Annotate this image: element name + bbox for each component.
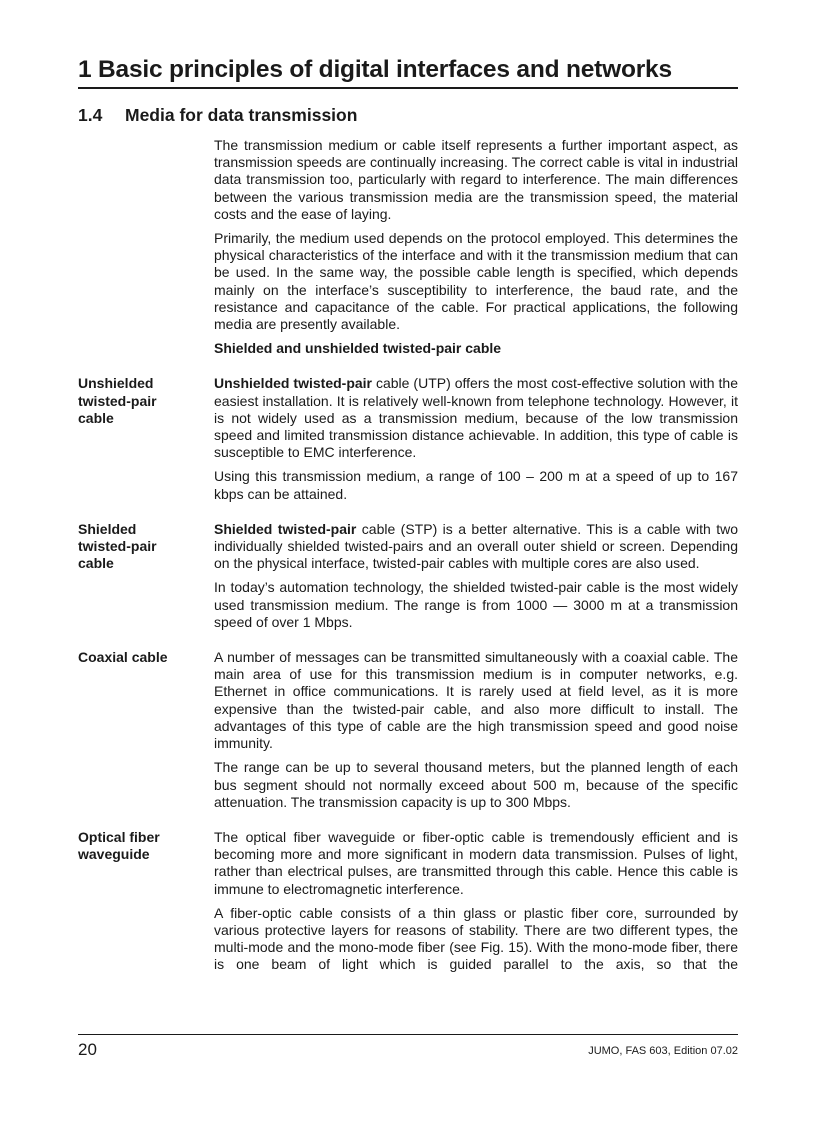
stp-range-paragraph: In today’s automation technology, the shielded twisted-pair cable is the most widely used transmission medium. The range is from 1000 — 3000 m at a transmission speed of over 1 Mbps.: [214, 579, 738, 630]
section-optical-fiber: [78, 829, 738, 981]
section-number: 1.4: [78, 105, 103, 125]
margin-label-optical-fiber: Optical fiber waveguide: [78, 828, 160, 863]
chapter-title: 1 Basic principles of digital interfaces and networks: [78, 56, 672, 83]
chapter-title-rule: [78, 87, 738, 89]
publication-info: JUMO, FAS 603, Edition 07.02: [588, 1045, 738, 1057]
utp-paragraph: Unshielded twisted-pair cable (UTP) offers the most cost-effective solution with the easiest installation. It is relatively well-known from telephone technology. However, it is not widely used as a transmission medium, because of the low transmission speed and limited transmission distance achievable. In addition, this type of cable is susceptible to EMC interference.: [214, 375, 738, 461]
margin-label-coaxial: Coaxial cable: [78, 649, 168, 666]
fiber-structure-paragraph: A fiber-optic cable consists of a thin glass or plastic fiber core, surrounded by various protective layers for reasons of stability. There are two different types, the multi-mode and the mono-mode fiber (see Fig. 15). With the mono-mode fiber, there is one beam of light which is guided parallel to the axis, so that the: [214, 904, 738, 973]
intro-block: [78, 137, 738, 375]
section-stp: [78, 521, 738, 631]
section-coaxial: [78, 649, 738, 811]
intro-paragraph: Primarily, the medium used depends on the protocol employed. This determines the physical characteristics of the interface and with it the transmission medium that can be used. In the same way, the possible cable length is specified, which depends mainly on the interface’s susceptibility to interference, the baud rate, and the resistance and capacitance of the cable. For practical applications, the following media are presently available.: [214, 230, 738, 333]
stp-term: Shielded twisted-pair: [214, 520, 357, 537]
section-title-text: Media for data transmission: [125, 105, 358, 125]
stp-paragraph: Shielded twisted-pair cable (STP) is a better alternative. This is a cable with two individually shielded twisted-pairs and an overall outer shield or screen. Depending on the physical interface, twisted-pair cables with multiple cores are also used.: [214, 520, 738, 572]
footer-rule: [78, 1034, 738, 1035]
page-number: 20: [78, 1040, 97, 1059]
intro-margin: [78, 137, 214, 375]
margin-label-utp: Unshielded twisted-pair cable: [78, 375, 157, 426]
section-utp: [78, 375, 738, 502]
intro-paragraph: The transmission medium or cable itself represents a further important aspect, as transmission speeds are continually increasing. The correct cable is vital in industrial data transmission too, particularly with regard to interference. The main differences between the various transmission media are the transmission speed, the material costs and the ease of laying.: [214, 137, 738, 222]
page-body: [78, 137, 738, 981]
subheading-twisted-pair: Shielded and unshielded twisted-pair cable: [214, 340, 502, 357]
coaxial-paragraph: A number of messages can be transmitted simultaneously with a coaxial cable. The main area of use for this transmission medium is in computer networks, e.g. Ethernet in office communications. It is rarely used at field level, as it is more expensive than the twisted-pair cable, and also more difficult to install. The advantages of this type of cable are the high transmission speed and good noise immunity.: [214, 649, 738, 752]
fiber-paragraph: The optical fiber waveguide or fiber-optic cable is tremendously efficient and is becoming more and more significant in modern data transmission. Pulses of light, rather than electrical pulses, are transmitted through this cable. Hence this cable is immune to electromagnetic interference.: [214, 828, 738, 897]
margin-label-stp: Shielded twisted-pair cable: [78, 520, 157, 572]
section-title: [78, 104, 357, 126]
utp-range-paragraph: Using this transmission medium, a range of 100 – 200 m at a speed of up to 167 kbps can be attained.: [214, 468, 738, 502]
utp-term: Unshielded twisted-pair: [214, 375, 372, 392]
coaxial-range-paragraph: The range can be up to several thousand meters, but the planned length of each bus segment should not normally exceed about 500 m, because of the specific attenuation. The transmission capacity is up to 300 Mbps.: [214, 759, 738, 810]
